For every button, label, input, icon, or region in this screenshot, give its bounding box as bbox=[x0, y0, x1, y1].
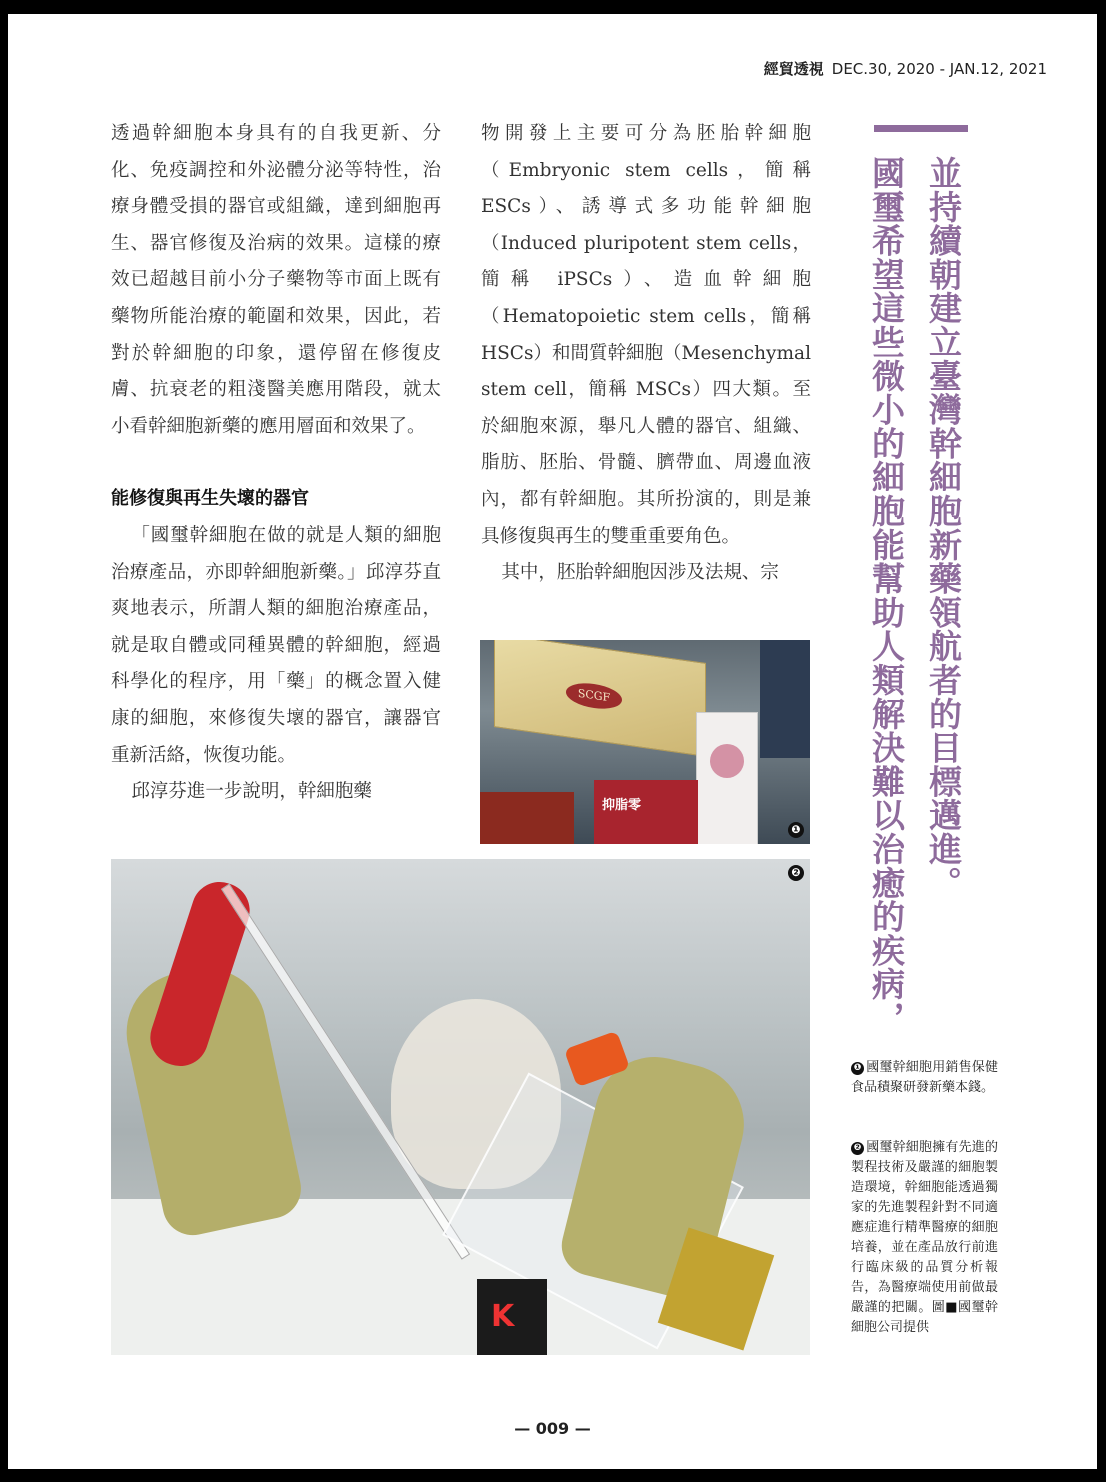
caption-text: 國璽幹細胞擁有先進的製程技術及嚴謹的細胞製造環境，幹細胞能透過獨家的先進製程針對不同適應症進行精準醫療的細胞培養，並在產品放行前進行臨床級的品質分析報告，為醫療端使用前做最嚴謹的把關。圖 bbox=[851, 1140, 998, 1315]
pull-quote-line-1: 並持續朝建立臺灣幹細胞新藥領航者的目標邁進。 bbox=[924, 156, 963, 900]
page-number: — 009 — bbox=[514, 1419, 591, 1438]
end-mark: ■ bbox=[945, 1300, 959, 1315]
caption-text: 國璽幹細胞用銷售保健食品積聚研發新藥本錢。 bbox=[851, 1060, 998, 1095]
photo-number-badge: ❷ bbox=[788, 865, 804, 881]
paragraph: 透過幹細胞本身具有的自我更新、分化、免疫調控和外泌體分泌等特性，治療身體受損的器官或組織，達到細胞再生、器官修復及治病的效果。這樣的療效已超越目前小分子藥物等市面上既有藥物所能治療的範圍和效果，因此，若對於幹細胞的印象，還停留在修復皮膚、抗衰老的粗淺醫美應用階段，就太小看幹細胞新藥的應用層面和效果了。 bbox=[111, 123, 441, 437]
lab-photo bbox=[111, 859, 810, 1355]
section-subheading: 能修復與再生失壞的器官 bbox=[111, 488, 309, 510]
suit-logo: K bbox=[477, 1279, 547, 1355]
floral-decoration bbox=[710, 744, 744, 778]
photo-credit: 國璽幹細胞公司提供 bbox=[851, 1300, 998, 1335]
paragraph: 物開發上主要可分為胚胎幹細胞（Embryonic stem cells，簡稱 ESCs）、誘導式多功能幹細胞（Induced pluripotent stem cells，簡稱 iPSCs）、造血幹細胞（Hematopoietic stem cells，簡稱 HSCs）和間質幹細胞（Mesenchymal stem cell，簡稱 MSCs）四大類。至於細胞來源，舉凡人體的器官、組織、脂肪、胚胎、骨髓、臍帶血、周邊血液內，都有幹細胞。其所扮演的，則是兼具修復與再生的雙重重要角色。 bbox=[481, 123, 811, 547]
magazine-page bbox=[8, 14, 1097, 1469]
product-label: SCGF bbox=[566, 680, 622, 712]
paragraph: 邱淳芬進一步說明，幹細胞藥 bbox=[131, 781, 372, 803]
product-box-red bbox=[480, 792, 574, 844]
article-column-2 bbox=[481, 116, 811, 592]
page-header bbox=[764, 58, 1047, 79]
magazine-name: 經貿透視 bbox=[763, 60, 824, 78]
issue-date: DEC.30, 2020 - JAN.12, 2021 bbox=[831, 60, 1047, 78]
paragraph: 其中，胚胎幹細胞因涉及法規、宗 bbox=[501, 562, 779, 584]
product-photo bbox=[480, 640, 810, 844]
article-column-1 bbox=[111, 116, 441, 811]
product-box-floral bbox=[696, 712, 758, 844]
caption-2 bbox=[851, 1138, 998, 1338]
caption-number: ❷ bbox=[851, 1142, 864, 1155]
pull-quote-line-2: 國璽希望這些微小的細胞能幫助人類解決難以治癒的疾病， bbox=[867, 156, 906, 1035]
product-box-dreamin bbox=[594, 780, 698, 844]
caption-number: ❶ bbox=[851, 1062, 864, 1075]
paragraph: 「國璽幹細胞在做的就是人類的細胞治療產品，亦即幹細胞新藥。」邱淳芬直爽地表示，所謂人類的細胞治療產品，就是取自體或同種異體的幹細胞，經過科學化的程序，用「藥」的概念置入健康的細胞，來修復失壞的器官，讓器官重新活絡，恢復功能。 bbox=[111, 524, 441, 766]
photo-number-badge: ❶ bbox=[788, 822, 804, 838]
pull-quote-rule bbox=[874, 125, 968, 132]
background-box bbox=[760, 640, 810, 758]
caption-1 bbox=[851, 1058, 998, 1098]
product-label: 抑脂零 bbox=[602, 798, 642, 813]
